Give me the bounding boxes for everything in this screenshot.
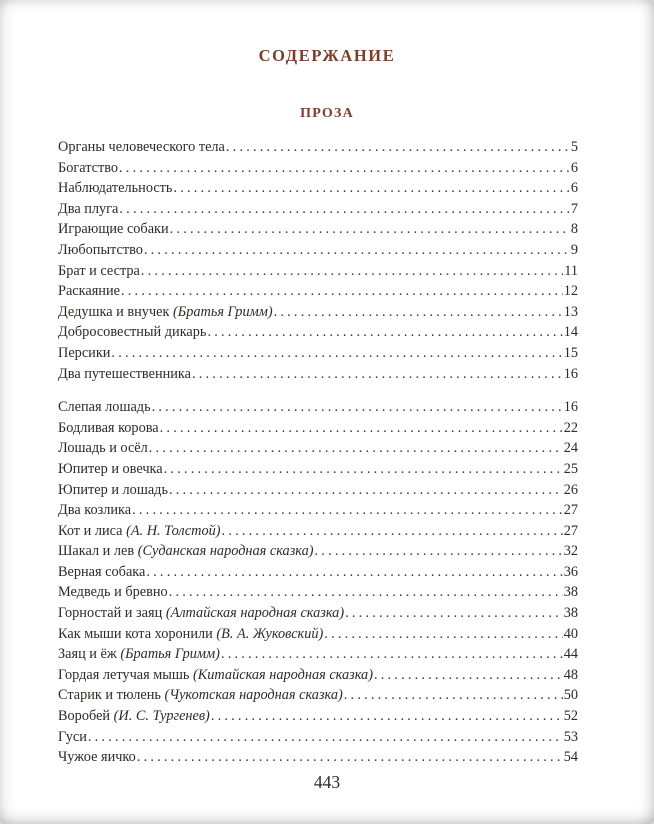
toc-entry-title: Бодливая корова [58,419,159,436]
toc-entry-title: Чужое яичко [58,749,136,766]
toc-entry-page: 13 [563,303,578,320]
toc-leader-dots [137,747,563,768]
toc-entry-title: Воробей (И. С. Тургенев) [58,708,210,725]
toc-entry [58,644,578,665]
toc-entry [58,480,578,501]
toc-entry-page: 54 [563,749,578,766]
toc-entry [58,397,578,418]
toc-entry-page: 5 [570,139,578,155]
toc-leader-dots [149,438,563,459]
toc-leader-dots [132,500,563,521]
toc-leader-dots [146,562,562,583]
toc-entry [58,219,578,240]
toc-entry [58,158,578,179]
toc-leader-dots [169,480,563,501]
toc-entry-page: 27 [563,502,578,519]
toc-entry [58,685,578,706]
toc-entry-note: (Суданская народная сказка) [137,543,314,560]
toc-entry-note: (И. С. Тургенев) [113,708,210,725]
toc-entry-page: 44 [563,646,578,663]
toc-leader-dots [169,582,563,603]
toc-entry-note: (Китайская народная сказка) [193,666,373,683]
toc-entry-title: Дедушка и внучек (Братья Гримм) [58,303,273,320]
toc-entry-page: 7 [570,200,578,217]
toc-entry-page: 9 [570,241,578,258]
toc-entry [58,364,578,385]
toc-entry-title: Наблюдательность [58,180,173,197]
toc-entry-title: Юпитер и овечка [58,460,163,477]
toc-entry [58,747,578,768]
toc-entry [58,521,578,542]
toc-group [58,137,578,384]
toc-entry-title: Шакал и лев (Суданская народная сказка) [58,543,314,560]
toc-entry-title: Богатство [58,159,119,176]
toc-entry-page: 11 [564,262,578,279]
toc-entry [58,706,578,727]
toc-leader-dots [170,219,570,240]
toc-leader-dots [211,706,563,727]
toc-entry [58,137,578,158]
toc-entry-title: Горностай и заяц (Алтайская народная сказка) [58,605,345,622]
toc-leader-dots [192,364,563,385]
section-heading: ПРОЗА [300,106,354,121]
toc-entry-page: 14 [563,324,578,341]
toc-entry [58,665,578,686]
toc-entry-title: Гордая летучая мышь (Китайская народная сказка) [58,666,373,683]
toc-leader-dots [173,178,569,199]
toc-entry-title: Лошадь и осёл [58,440,148,457]
toc-entry-title: Медведь и бревно [58,584,168,601]
toc-entry-title: Заяц и ёж (Братья Гримм) [58,646,220,663]
toc-entry-page: 16 [563,365,578,382]
toc-entry-page: 6 [570,159,578,176]
toc-entry-title: Верная собака [58,563,146,580]
toc-entry-page: 40 [563,625,578,642]
toc-entry-page: 22 [563,419,578,436]
toc-entry [58,343,578,364]
toc-entry-title: Органы человеческого тела [58,139,225,155]
toc-entry [58,302,578,323]
toc-entry-page: 38 [563,605,578,622]
toc-entry [58,438,578,459]
toc-list [58,137,578,768]
toc-leader-dots [88,727,563,748]
toc-entry-note: (А. Н. Толстой) [126,522,221,539]
toc-entry [58,459,578,480]
toc-leader-dots [207,322,562,343]
toc-entry-title: Раскаяние [58,283,120,300]
toc-entry-page: 53 [563,728,578,745]
toc-entry-title: Два козлика [58,502,132,519]
toc-entry [58,322,578,343]
toc-entry-page: 8 [570,221,578,238]
toc-entry-title: Два путешественника [58,365,191,382]
toc-entry-page: 50 [563,687,578,704]
toc-entry [58,418,578,439]
toc-entry-note: (В. А. Жуковский) [216,625,324,642]
toc-entry-title: Брат и сестра [58,262,140,279]
toc-entry-title: Юпитер и лошадь [58,481,168,498]
toc-entry [58,562,578,583]
toc-entry-page: 32 [563,543,578,560]
toc-leader-dots [119,199,569,220]
toc-leader-dots [119,158,570,179]
toc-entry [58,199,578,220]
folio-page-number: 443 [313,772,341,792]
toc-entry [58,727,578,748]
toc-entry [58,500,578,521]
toc-entry-page: 48 [563,666,578,683]
toc-entry-note: (Алтайская народная сказка) [165,605,345,622]
toc-entry-page: 24 [563,440,578,457]
toc-entry [58,541,578,562]
toc-entry-page: 25 [563,460,578,477]
toc-entry-page: 36 [563,563,578,580]
toc-leader-dots [164,459,563,480]
toc-leader-dots [345,603,563,624]
toc-leader-dots [152,397,563,418]
toc-entry-title: Кот и лиса (А. Н. Толстой) [58,522,221,539]
toc-entry-page: 6 [570,180,578,197]
toc-leader-dots [141,261,563,282]
toc-entry-note: (Братья Гримм) [173,303,273,320]
toc-entry-page: 27 [563,522,578,539]
toc-leader-dots [222,521,563,542]
toc-leader-dots [274,302,563,323]
toc-entry [58,281,578,302]
toc-entry-page: 38 [563,584,578,601]
toc-leader-dots [374,665,563,686]
toc-entry-page: 52 [563,708,578,725]
toc-entry-title: Старик и тюлень (Чукотская народная сказка) [58,687,343,704]
toc-entry [58,240,578,261]
toc-leader-dots [315,541,563,562]
toc-entry-page: 12 [563,283,578,300]
toc-leader-dots [226,137,570,158]
toc-entry-title: Слепая лошадь [58,399,151,416]
toc-entry-page: 16 [563,399,578,416]
toc-entry-title: Любопытство [58,241,143,258]
toc-entry [58,178,578,199]
toc-leader-dots [160,418,563,439]
toc-entry-title: Играющие собаки [58,221,169,238]
toc-entry-title: Два плуга [58,200,119,217]
toc-leader-dots [221,644,563,665]
toc-entry-title: Как мыши кота хоронили (В. А. Жуковский) [58,625,324,642]
toc-group [58,397,578,768]
toc-entry [58,624,578,645]
toc-entry-title: Персики [58,344,111,361]
toc-leader-dots [324,624,562,645]
toc-entry-page: 15 [563,344,578,361]
toc-entry-title: Гуси [58,728,87,745]
page-title: СОДЕРЖАНИЕ [258,46,396,65]
toc-entry [58,261,578,282]
toc-entry-note: (Братья Гримм) [120,646,220,663]
toc-entry-title: Добросовестный дикарь [58,324,207,341]
toc-entry-note: (Чукотская народная сказка) [164,687,343,704]
toc-leader-dots [111,343,562,364]
toc-leader-dots [344,685,563,706]
toc-leader-dots [121,281,563,302]
toc-entry [58,603,578,624]
toc-entry-page: 26 [563,481,578,498]
toc-entry [58,582,578,603]
toc-leader-dots [144,240,570,261]
